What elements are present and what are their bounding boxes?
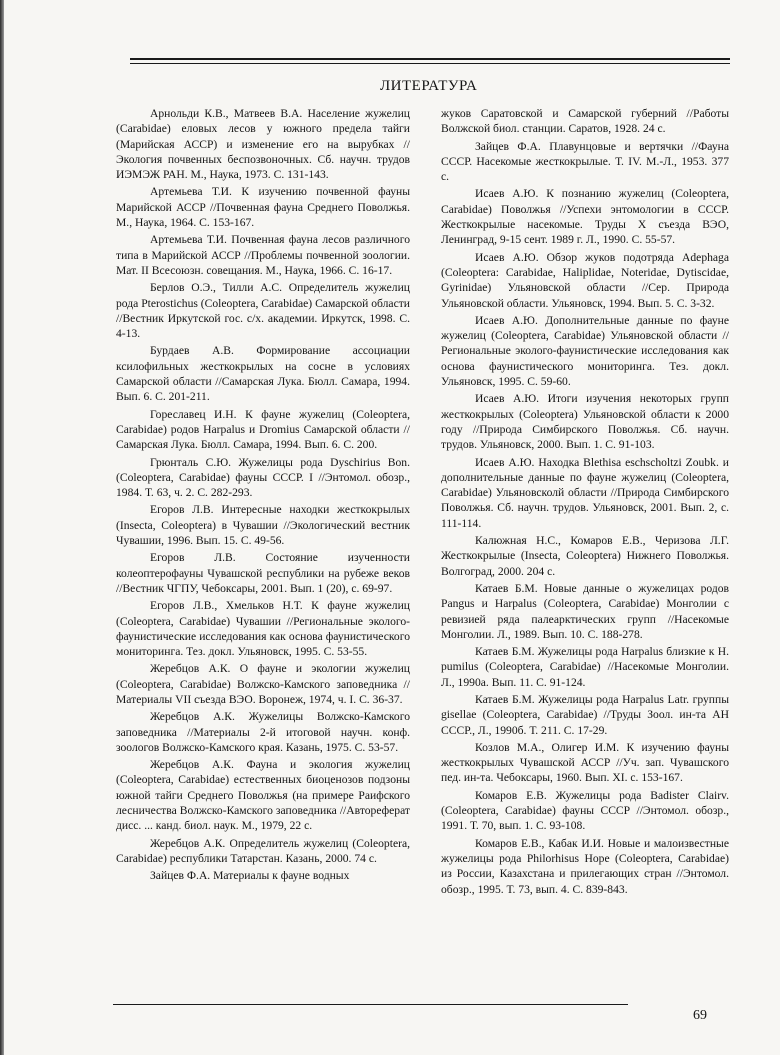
reference-entry: Грюнталь С.Ю. Жужелицы рода Dyschirius Bon. (Coleoptera, Carabidae) фауны СССР. I //Энтомол. обозр., 1984. Т. 63, ч. 2. С. 282-293. — [116, 455, 410, 500]
reference-entry: Арнольди К.В., Матвеев В.А. Население жужелиц (Carabidae) еловых лесов у южного предела тайги (Марийская АССР) и изменение его на вырубках //Экология почвенных беспозвоночных. Сб. научн. трудов ИЭМЭЖ РАН. М., Наука, 1973. С. 131-143. — [116, 107, 410, 182]
reference-entry: Катаев Б.М. Новые данные о жужелицах родов Pangus и Harpalus (Coleoptera, Carabidae) Монголии с ревизией ряда палеарктических групп //Насекомые Монголии. Л., 1989. Вып. 10. С. 188-278. — [441, 581, 729, 641]
reference-entry: Артемьева Т.И. Почвенная фауна лесов различного типа в Марийской АССР //Проблемы почвенной зоологии. Мат. II Всесоюзн. совещания. М., Наука, 1966. С. 16-17. — [116, 233, 410, 277]
reference-entry: Катаев Б.М. Жужелицы рода Harpalus Latr. группы gisellae (Coleoptera, Carabidae) //Труды Зоол. ин-та АН СССР., Л., 1990б. Т. 211. С. 17-29. — [441, 692, 729, 737]
section-title: ЛИТЕРАТУРА — [380, 78, 478, 94]
reference-entry: Жеребцов А.К. Жужелицы Волжско-Камского заповедника //Материалы 2-й итоговой научн. конф. зоологов Волжско-Камского края. Казань, 1975. С. 53-57. — [116, 710, 410, 754]
reference-entry: Комаров Е.В. Жужелицы рода Badister Clairv. (Coleoptera, Carabidae) фауны СССР //Энтомол. обозр., 1991. Т. 70, вып. 1. С. 93-108. — [441, 788, 729, 833]
left-column — [116, 106, 410, 886]
header-rule-thick — [130, 58, 730, 60]
reference-entry: Егоров Л.В. Интересные находки жесткокрылых (Insecta, Coleoptera) в Чувашии //Экологический вестник Чувашии, 1996. Вып. 15. С. 49-56. — [116, 503, 410, 548]
reference-entry: Калюжная Н.С., Комаров Е.В., Черизова Л.Г. Жесткокрылые (Insecta, Coleoptera) Нижнего Поволжья. Волгоград, 2000. 204 с. — [441, 534, 729, 578]
header-rule-thin — [130, 63, 730, 64]
reference-entry: Бурдаев А.В. Формирование ассоциации ксилофильных жесткокрылых на сосне в условиях Самарской области //Самарская Лука. Бюлл. Самара, 1994. Вып. 6. С. 201-211. — [116, 344, 410, 404]
footer-rule — [113, 1004, 628, 1005]
reference-entry: Артемьева Т.И. К изучению почвенной фауны Марийской АССР //Почвенная фауна Среднего Поволжья. М., Наука, 1964. С. 153-167. — [116, 185, 410, 230]
reference-entry: Жеребцов А.К. Определитель жужелиц (Coleoptera, Carabidae) республики Татарстан. Казань, 2000. 74 с. — [116, 836, 410, 865]
reference-entry: Козлов М.А., Олигер И.М. К изучению фауны жесткокрылых Чувашской АССР //Уч. зап. Чувашского пед. ин-та. Чебоксары, 1960. Вып. XI. с. 153-167. — [441, 740, 729, 785]
reference-entry: Егоров Л.В. Состояние изученности колеоптерофауны Чувашской республики на рубеже веков //Вестник ЧГПУ, Чебоксары, 2001. Вып. 1 (20), с. 69-97. — [116, 551, 410, 595]
reference-entry: Зайцев Ф.А. Материалы к фауне водных — [150, 869, 350, 883]
page-edge-shadow — [0, 0, 4, 1055]
reference-entry: Исаев А.Ю. К познанию жужелиц (Coleoptera, Carabidae) Поволжья //Успехи энтомологии в СССР. Жесткокрылые насекомые. Труды Х съезда ВЭО, Ленинград, 9-15 сент. 1989 г. Л., 1990. С. 55-57. — [441, 187, 729, 247]
right-column — [441, 106, 729, 899]
reference-entry: Егоров Л.В., Хмельков Н.Т. К фауне жужелиц (Coleoptera, Carabidae) Чувашии //Региональные эколого-фаунистические исследования как основа фаунистического мониторинга. Тез. докл. Ульяновск, 1995. С. 53-55. — [116, 599, 410, 659]
reference-entry-continuation: жуков Саратовской и Самарской губерний //Работы Волжской биол. станции. Саратов, 1928. 24 с. — [441, 107, 729, 136]
reference-entry: Жеребцов А.К. Фауна и экология жужелиц (Coleoptera, Carabidae) естественных биоценозов подзоны южной тайги Среднего Поволжья (на примере Раифского лесничества Волжско-Камского заповедника //Автореферат дисс. ... канд. биол. наук. М., 1979, 22 с. — [116, 758, 410, 833]
reference-entry: Зайцев Ф.А. Плавунцовые и вертячки //Фауна СССР. Насекомые жесткокрылые. Т. IV. М.-Л., 1953. 377 с. — [441, 139, 729, 184]
reference-entry: Жеребцов А.К. О фауне и экологии жужелиц (Coleoptera, Carabidae) Волжско-Камского заповедника //Материалы VII съезда ВЭО. Воронеж, 1974, ч. I. С. 36-37. — [116, 662, 410, 706]
reference-entry: Исаев А.Ю. Находка Blethisa eschscholtzi Zoubk. и дополнительные данные по фауне жужелиц (Coleoptera, Carabidae) Ульяновсколй области //Природа Симбирского Поволжья. Сб. научн. трудов. Ульяновск, 2001. Вып. 2, с. 111-114. — [441, 455, 729, 530]
reference-entry: Комаров Е.В., Кабак И.И. Новые и малоизвестные жужелицы рода Philorhisus Hope (Coleoptera, Carabidae) из России, Казахстана и прилегающих стран //Энтомол. обозр., 1995. Т. 73, вып. 4. С. 839-843. — [441, 836, 729, 896]
reference-entry: Исаев А.Ю. Итоги изучения некоторых групп жесткокрылых (Coleoptera) Ульяновской области к 2000 году //Природа Симбирского Поволжья. Сб. научн. трудов. Ульяновск, 2000. Вып. 1. С. 91-103. — [441, 392, 729, 452]
reference-entry: Берлов О.Э., Тилли А.С. Определитель жужелиц рода Pterostichus (Coleoptera, Carabidae) Самарской области //Вестник Иркутской гос. с/х. академии. Иркутск, 1998. С. 4-13. — [116, 281, 410, 341]
reference-entry: Исаев А.Ю. Обзор жуков подотряда Adephaga (Coleoptera: Carabidae, Haliplidae, Noteridae, Dytiscidae, Gyrinidae) Ульяновской области //Сер. Природа Ульяновской области. Ульяновск, 1994. Вып. 5. С. 3-32. — [441, 250, 729, 310]
page-number: 69 — [693, 1008, 707, 1023]
reference-entry: Гореславец И.Н. К фауне жужелиц (Coleoptera, Carabidae) родов Harpalus и Dromius Самарской области //Самарская Лука. Бюлл. Самара, 1994. Вып. 6. С. 200. — [116, 407, 410, 452]
reference-entry: Катаев Б.М. Жужелицы рода Harpalus близкие к H. pumilus (Coleoptera, Carabidae) //Насекомые Монголии. Л., 1990а. Вып. 11. С. 91-124. — [441, 645, 729, 689]
reference-entry: Исаев А.Ю. Дополнительные данные по фауне жужелиц (Coleoptera, Carabidae) Ульяновской области //Региональные эколого-фаунистические исследования как основа фаунистического мониторинга. Тез. докл. Ульяновск, 1995. С. 59-60. — [441, 313, 729, 389]
